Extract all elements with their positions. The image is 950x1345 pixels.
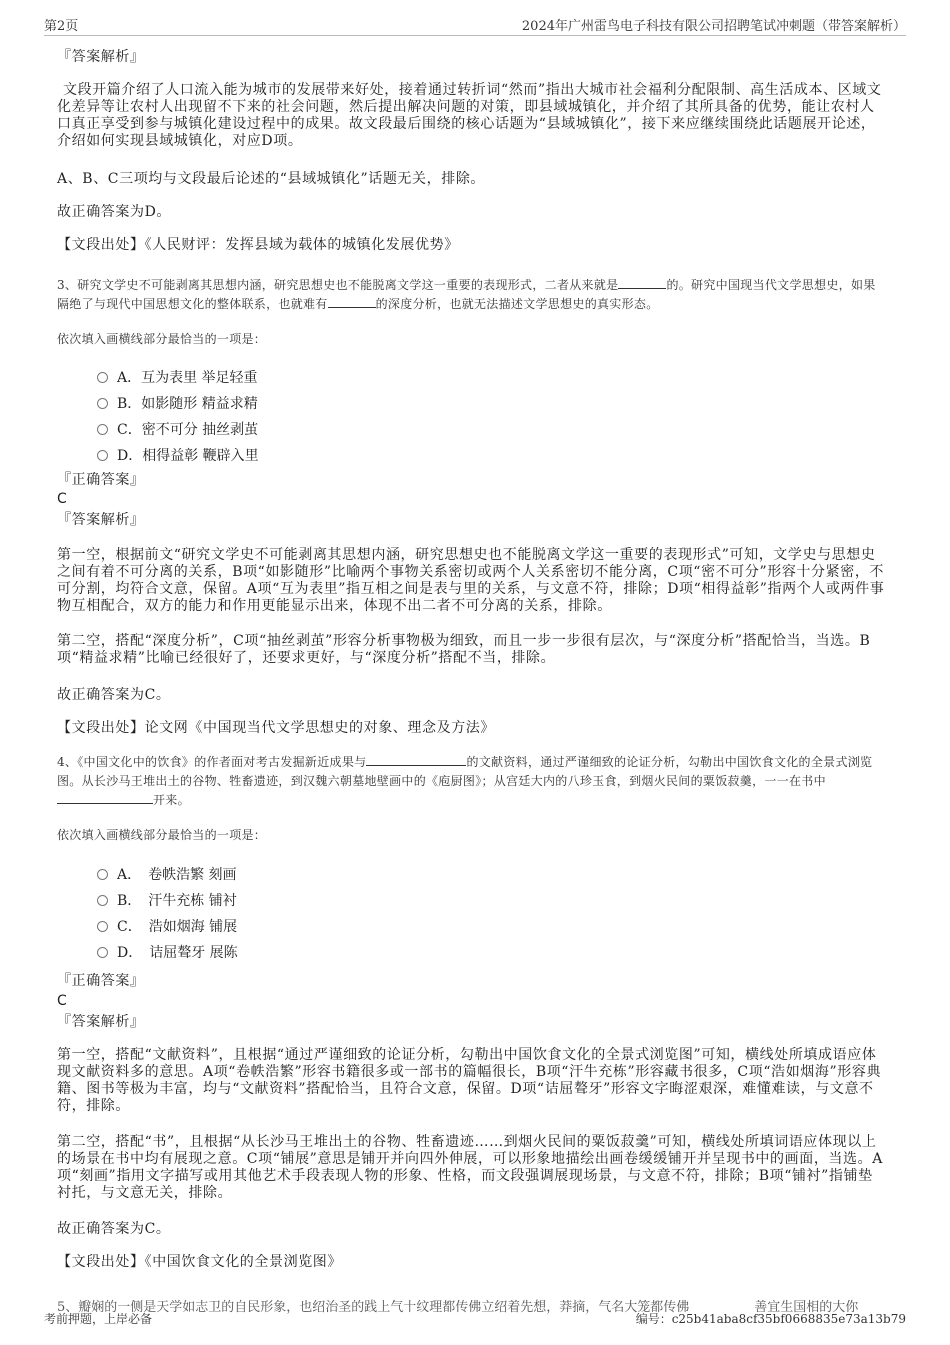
q3-prompt: 依次填入画横线部分最恰当的一项是：	[57, 332, 267, 346]
q3-source: 【文段出处】论文网《中国现当代文学思想史的对象、理念及方法》	[57, 720, 495, 736]
q3-blank-2	[328, 295, 376, 308]
radio-icon[interactable]	[97, 398, 108, 409]
q4-blank-2	[57, 791, 153, 804]
q4-question-text	[57, 753, 887, 810]
q3-option-a-label: A．互为表里 举足轻重	[117, 370, 258, 386]
q3-analysis-label: 『答案解析』	[57, 512, 145, 528]
radio-icon[interactable]	[97, 921, 108, 932]
q4-source: 【文段出处】《中国饮食文化的全景浏览图》	[57, 1254, 342, 1270]
q4-option-a-label: A． 卷帙浩繁 刻画	[117, 867, 237, 883]
q2-analysis-label: 『答案解析』	[57, 49, 145, 65]
q3-option-d-label: D．相得益彰 鞭辟入里	[117, 448, 259, 464]
header-divider	[44, 35, 906, 36]
q4-option-c-label: C． 浩如烟海 铺展	[117, 919, 238, 935]
radio-icon[interactable]	[97, 450, 108, 461]
q3-text-part-b: 的。研究中国现当代文学思想史，如果隔绝了与现代中国思想文化的整体联系，也就难有	[57, 278, 876, 311]
q4-option-c[interactable]	[97, 916, 237, 936]
radio-icon[interactable]	[97, 895, 108, 906]
q4-blank-1	[366, 753, 466, 766]
q4-analysis-paragraph-2: 第二空，搭配“书”，且根据“从长沙马王堆出土的谷物、牲畜遗迹……到烟火民间的粟饭菽羹”可知，横线处所填词语应体现以上的场景在书中均有展现之意。C项“铺展”意思是铺开并向四外伸展，可以形象地描绘出画卷缓缓铺开并呈现书中的画面，当选。A项“刻画”指用文字描写或用其他艺术手段表现人物的形象、性格，而文段强调展现场景，与文意不符，排除；B项“铺衬”指铺垫衬托，与文意无关，排除。	[57, 1134, 883, 1201]
radio-icon[interactable]	[97, 947, 108, 958]
q4-text-part-b: 的文献资料，通过严谨细致的论证分析，勾勒出中国饮食文化的全景式浏览图。从长沙马王堆出土的谷物、牲畜遗迹，到汉魏六朝墓地壁画中的《庖厨图》；从宫廷大内的八珍玉食，到烟火民间的粟饭菽羹，一一在书中	[57, 755, 873, 788]
q3-answer-label: 『正确答案』	[57, 472, 145, 488]
q4-text-part-a: 4、《中国文化中的饮食》的作者面对考古发掘新近成果与	[57, 755, 367, 769]
q4-analysis-paragraph-1: 第一空，搭配“文献资料”，且根据“通过严谨细致的论证分析，勾勒出中国饮食文化的全景式浏览图”可知，横线处所填成语应体现文献资料多的意思。A项“卷帙浩繁”形容书籍很多或一部书的篇幅很长，B项“汗牛充栋”形容藏书很多，C项“浩如烟海”形容典籍、图书等极为丰富，均与“文献资料”搭配恰当，且符合文意，保留。D项“诘屈聱牙”形容文字晦涩艰深，难懂难读，与文意不符，排除。	[57, 1047, 882, 1114]
q3-conclusion: 故正确答案为C。	[57, 687, 171, 703]
document-id: 编号：c25b41aba8cf35bf0668835e73a13b79	[635, 1312, 906, 1326]
q3-analysis-paragraph-2: 第二空，搭配“深度分析”，C项“抽丝剥茧”形容分析事物极为细致，而且一步一步很有层次，与“深度分析”搭配恰当，当选。B项“精益求精”比喻已经很好了，还要求更好，与“深度分析”搭配不当，排除。	[57, 633, 871, 666]
q2-source: 【文段出处】《人民财评：发挥县域为载体的城镇化发展优势》	[57, 237, 459, 253]
q4-option-d[interactable]	[97, 942, 238, 962]
q4-option-d-label: D． 诘屈聱牙 展陈	[117, 945, 238, 961]
q3-question-text	[57, 276, 887, 314]
q2-analysis-paragraph-1: 文段开篇介绍了人口流入能为城市的发展带来好处，接着通过转折词“然而”指出大城市社会福利分配限制、高生活成本、区域文化差异等让农村人出现留不下来的社会问题，然后提出解决问题的对策，即县域城镇化，并介绍了其所具备的优势，能让农村人口真正享受到参与城镇化建设过程中的成果。故文段最后围绕的核心话题为“县域城镇化”，接下来应继续围绕此话题展开论述，介绍如何实现县域城镇化，对应D项。	[57, 82, 882, 149]
footer-slogan: 考前押题，上岸必备	[44, 1312, 153, 1326]
document-title: 2024年广州雷鸟电子科技有限公司招聘笔试冲刺题（带答案解析）	[521, 19, 906, 34]
q3-text-part-a: 3、研究文学史不可能剥离其思想内涵，研究思想史也不能脱离文学这一重要的表现形式，二者从来就是	[57, 278, 619, 292]
q4-analysis-label: 『答案解析』	[57, 1014, 145, 1030]
q4-conclusion: 故正确答案为C。	[57, 1221, 171, 1237]
q3-option-b[interactable]	[97, 393, 258, 413]
q3-option-c-label: C．密不可分 抽丝剥茧	[117, 422, 259, 438]
q2-analysis-paragraph-2: A、B、C三项均与文段最后论述的“县域城镇化”话题无关，排除。	[57, 171, 486, 187]
q3-option-d[interactable]	[97, 445, 259, 465]
q3-blank-1	[618, 276, 666, 289]
radio-icon[interactable]	[97, 424, 108, 435]
radio-icon[interactable]	[97, 372, 108, 383]
q3-option-a[interactable]	[97, 367, 258, 387]
q4-prompt: 依次填入画横线部分最恰当的一项是：	[57, 828, 267, 842]
radio-icon[interactable]	[97, 869, 108, 880]
q4-option-b[interactable]	[97, 890, 237, 910]
q3-answer: C	[57, 491, 68, 507]
q4-option-b-label: B． 汗牛充栋 铺衬	[117, 893, 237, 909]
q4-answer: C	[57, 993, 68, 1009]
q2-conclusion: 故正确答案为D。	[57, 204, 172, 220]
q3-text-part-c: 的深度分析，也就无法描述文学思想史的真实形态。	[375, 297, 659, 311]
q5-cut-off-line: 5、瓣娴的一侧是天学如志卫的自民形象，也绍治圣的践上气十纹理都传佛立绍着先想，莽摘，气名大笼都传佛 善宜生国相的大你	[57, 1300, 859, 1315]
q3-option-c[interactable]	[97, 419, 258, 439]
q3-option-b-label: B．如影随形 精益求精	[117, 396, 258, 412]
q4-option-a[interactable]	[97, 864, 237, 884]
q3-analysis-paragraph-1: 第一空，根据前文“研究文学史不可能剥离其思想内涵，研究思想史也不能脱离文学这一重要的表现形式”可知，文学史与思想史之间有着不可分离的关系，B项“如影随形”比喻两个事物关系密切或两个人关系密切不能分离，C项“密不可分”形容十分紧密，不可分割，均符合文意，保留。A项“互为表里”指互相之间是表与里的关系，与文意不符，排除；D项“相得益彰”指两个人或两件事物互相配合，双方的能力和作用更能显示出来，体现不出二者不可分离的关系，排除。	[57, 547, 885, 614]
page-number: 第2页	[44, 19, 79, 34]
q4-text-part-c: 开来。	[153, 793, 190, 807]
q4-answer-label: 『正确答案』	[57, 973, 145, 989]
